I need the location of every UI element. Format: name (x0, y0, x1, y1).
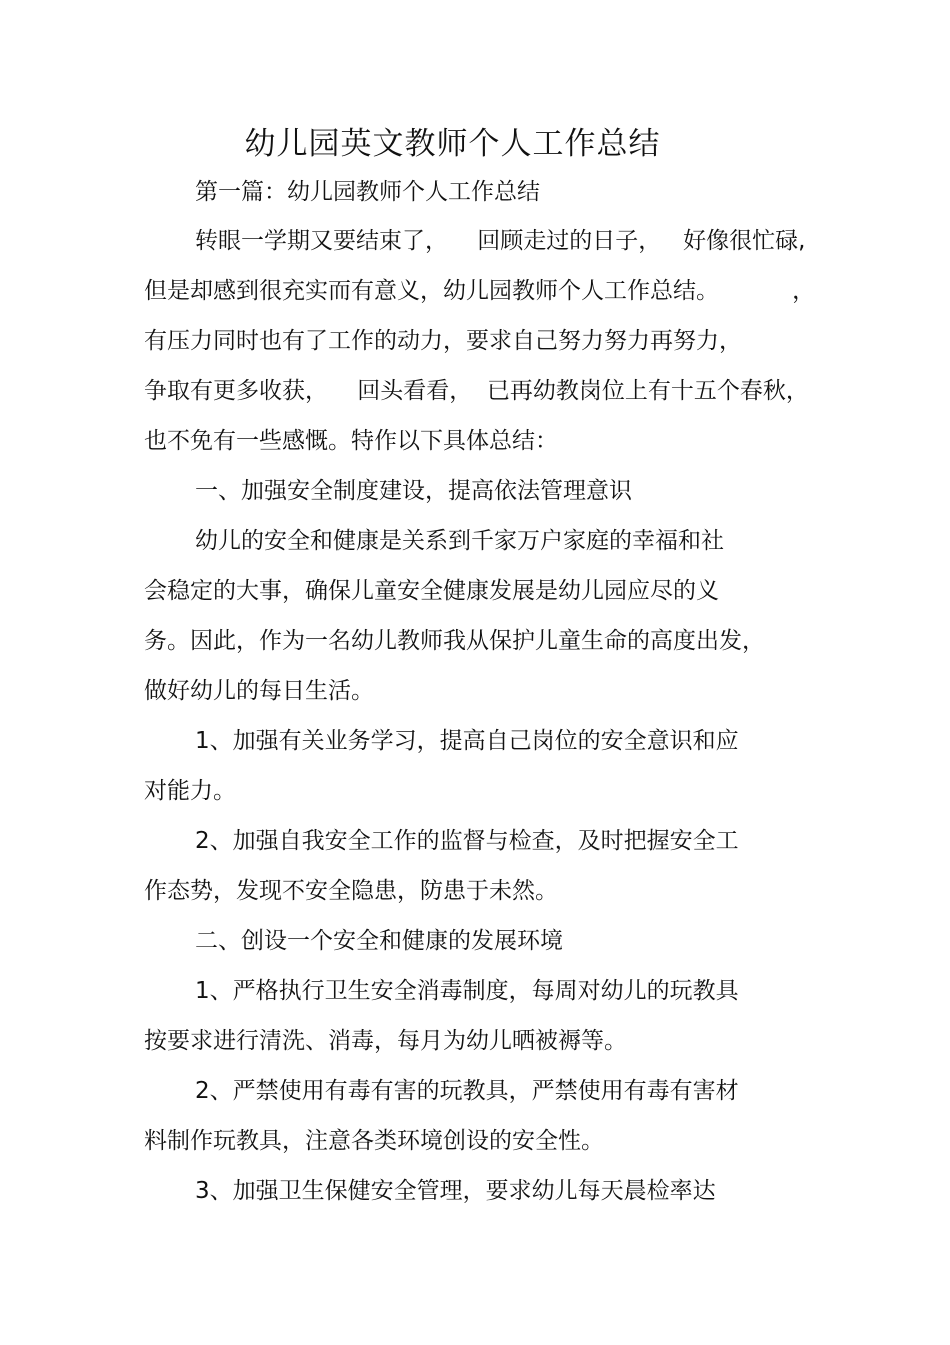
section-heading: 二、创设一个安全和健康的发展环境 (195, 928, 563, 954)
paragraph-line: 幼儿的安全和健康是关系到千家万户家庭的幸福和社 (195, 528, 724, 554)
paragraph-line: 做好幼儿的每日生活。 (144, 678, 374, 704)
list-item: 2、严禁使用有毒有害的玩教具，严禁使用有毒有害材 (195, 1078, 739, 1104)
section-heading: 一、加强安全制度建设，提高依法管理意识 (195, 478, 632, 504)
list-item-continuation: 按要求进行清洗、消毒，每月为幼儿晒被褥等。 (144, 1028, 627, 1054)
paragraph-line: 会稳定的大事，确保儿童安全健康发展是幼儿园应尽的义 (144, 578, 719, 604)
list-item: 2、加强自我安全工作的监督与检查，及时把握安全工 (195, 828, 739, 854)
list-item: 3、加强卫生保健安全管理，要求幼儿每天晨检率达 (195, 1178, 716, 1204)
list-item: 1、加强有关业务学习，提高自己岗位的安全意识和应 (195, 728, 739, 754)
list-item: 1、严格执行卫生安全消毒制度，每周对幼儿的玩教具 (195, 978, 739, 1004)
paragraph-line: 务。因此，作为一名幼儿教师我从保护儿童生命的高度出发， (144, 628, 765, 654)
paragraph-line: 也不免有一些感慨。特作以下具体总结： (144, 428, 558, 454)
paragraph-line: 转眼一学期又要结束了， 回顾走过的日子， 好像很忙碌, (195, 228, 806, 254)
list-item-continuation: 作态势，发现不安全隐患，防患于未然。 (144, 878, 558, 904)
paragraph-line: 但是却感到很充实而有意义，幼儿园教师个人工作总结。 ， (144, 278, 816, 304)
section-heading: 第一篇：幼儿园教师个人工作总结 (195, 179, 540, 205)
document-title: 幼儿园英文教师个人工作总结 (244, 126, 661, 162)
paragraph-line: 争取有更多收获， 回头看看， 已再幼教岗位上有十五个春秋， (144, 378, 809, 404)
list-item-continuation: 料制作玩教具，注意各类环境创设的安全性。 (144, 1128, 604, 1154)
paragraph-line: 有压力同时也有了工作的动力，要求自己努力努力再努力， (144, 328, 742, 354)
list-item-continuation: 对能力。 (144, 778, 236, 804)
